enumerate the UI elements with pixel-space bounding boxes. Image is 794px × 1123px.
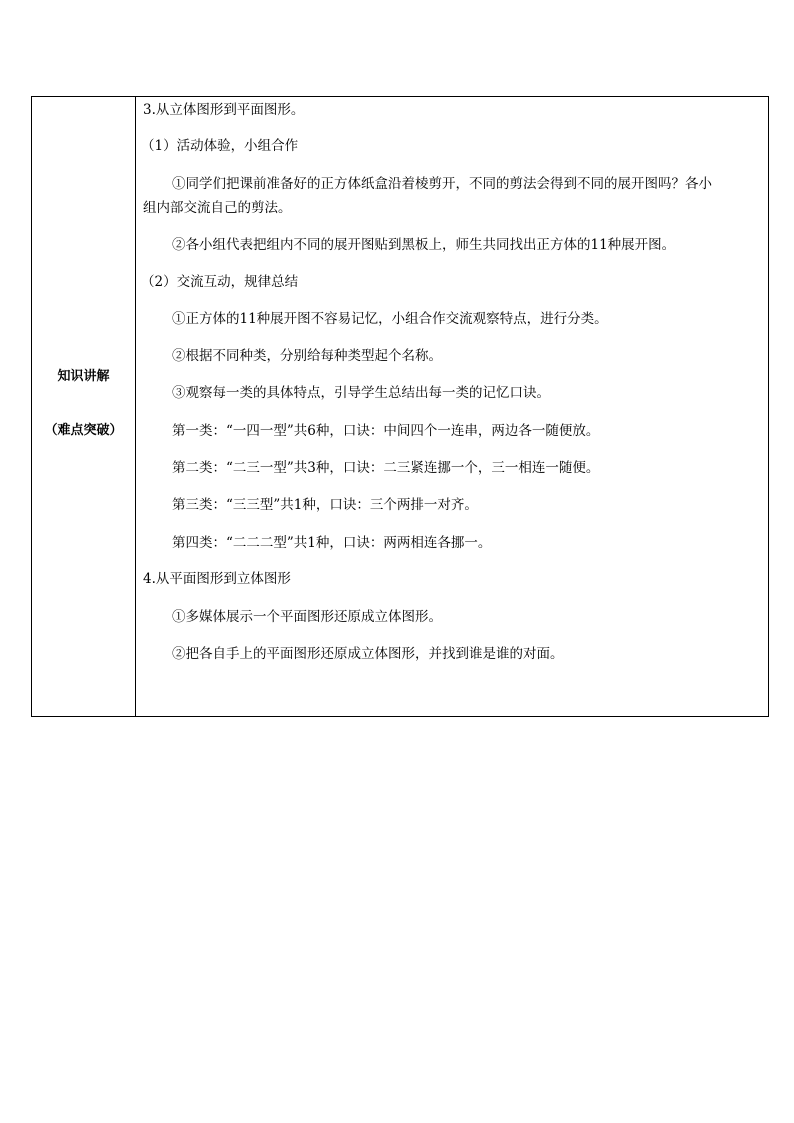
paragraph-class-2: 第二类：“二三一型”共3种，口诀：二三紧连挪一个，三一相连一随便。	[172, 460, 600, 476]
subheading-activity: （1）活动体验，小组合作	[141, 138, 299, 154]
heading-step-4: 4.从平面图形到立体图形	[143, 571, 291, 587]
paragraph-item-1-line-2: 组内部交流自己的剪法。	[143, 200, 292, 216]
paragraph-class-1: 第一类：“一四一型”共6种，口诀：中间四个一连串，两边各一随便放。	[172, 423, 600, 439]
lesson-table	[31, 96, 769, 717]
heading-step-3: 3.从立体图形到平面图形。	[143, 102, 305, 118]
paragraph-item-7: ②把各自手上的平面图形还原成立体图形，并找到谁是谁的对面。	[172, 646, 564, 662]
section-label-cell	[32, 97, 136, 716]
paragraph-item-5: ③观察每一类的具体特点，引导学生总结出每一类的记忆口诀。	[172, 385, 550, 401]
section-title: 知识讲解	[57, 369, 110, 384]
section-subtitle: （难点突破）	[44, 423, 123, 438]
paragraph-item-6: ①多媒体展示一个平面图形还原成立体图形。	[172, 609, 442, 625]
paragraph-item-2: ②各小组代表把组内不同的展开图贴到黑板上，师生共同找出正方体的11种展开图。	[172, 237, 676, 253]
paragraph-item-1-line-1: ①同学们把课前准备好的正方体纸盒沿着棱剪开，不同的剪法会得到不同的展开图吗？各小	[172, 176, 712, 192]
content-cell	[136, 97, 768, 716]
paragraph-class-3: 第三类：“三三型”共1种，口诀：三个两排一对齐。	[172, 497, 478, 513]
paragraph-item-4: ②根据不同种类，分别给每种类型起个名称。	[172, 348, 442, 364]
paragraph-class-4: 第四类：“二二二型”共1种，口诀：两两相连各挪一。	[172, 535, 492, 551]
paragraph-item-3: ①正方体的11种展开图不容易记忆，小组合作交流观察特点，进行分类。	[172, 311, 608, 327]
subheading-summary: （2）交流互动，规律总结	[141, 274, 299, 290]
